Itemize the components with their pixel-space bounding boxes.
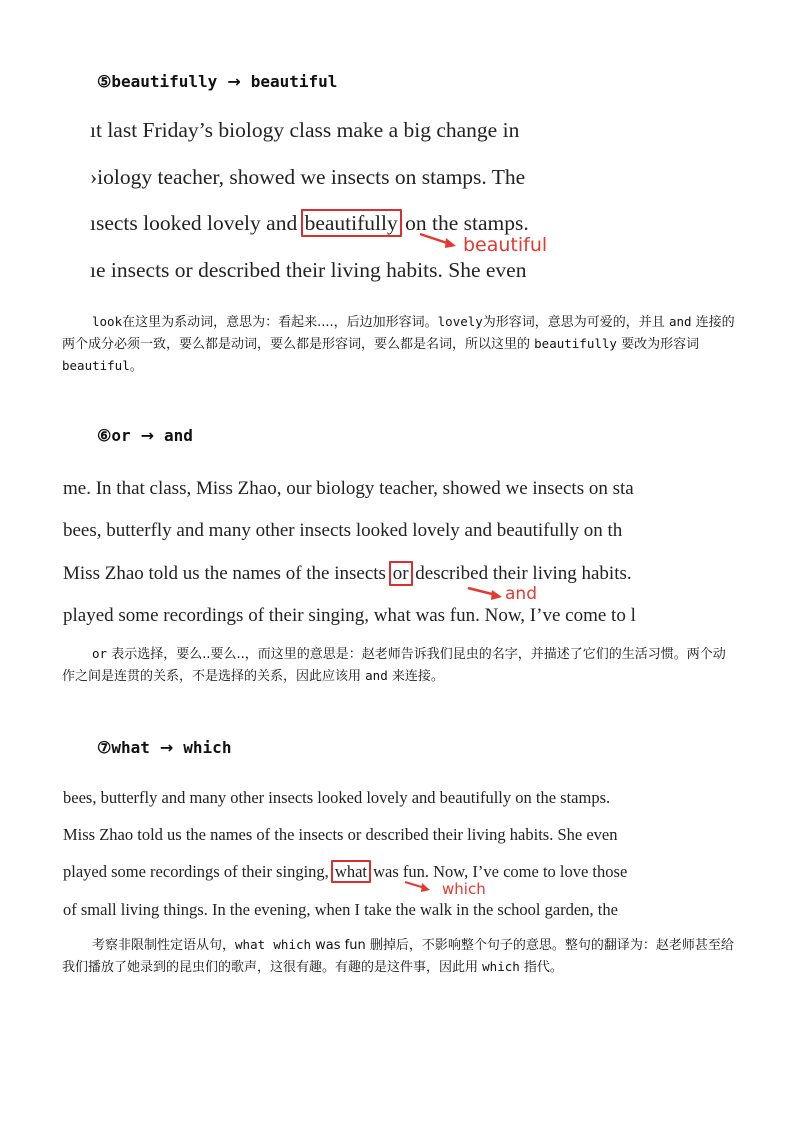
text: 要改为形容词: [616, 337, 700, 352]
text: 表示选择，要么..要么..，而这里的意思是：赵老师告诉我们昆虫的名字，并描述了它们的生活习惯。两个动作之间是连贯的关系，不是选择的关系，因此应该用: [62, 647, 726, 684]
excerpt-line: of small living things. In the evening, when I take the walk in the school garden, the: [63, 900, 618, 919]
excerpt-image-5: [90, 110, 590, 285]
term: and: [668, 314, 692, 329]
correction-arrow-icon: [403, 880, 433, 896]
text: 。: [129, 359, 143, 374]
text: 在这里为系动词，意思为：看起来....，后边加形容词。: [122, 315, 438, 330]
text: 考察非限制性定语从句，: [92, 938, 236, 953]
section-number: ⑦: [97, 738, 112, 757]
excerpt-line: bees, butterfly and many other insects looked lovely and beautifully on th: [63, 520, 623, 541]
correction-label: beautiful: [463, 234, 548, 256]
excerpt-line: Miss Zhao told us the names of the insects or described their living habits. She even: [63, 825, 618, 844]
excerpt-image-6: [63, 470, 735, 635]
excerpt-line: played some recordings of their singing, what was fun. Now, I’ve come to l: [63, 605, 636, 626]
text: 为形容词，意思为可爱的，并且: [482, 315, 669, 330]
text: 指代。: [519, 960, 563, 975]
term: lovely: [437, 314, 483, 329]
excerpt-text: Miss Zhao told us the names of the insects: [63, 563, 391, 584]
excerpt-text: played some recordings of their singing,: [63, 862, 333, 881]
excerpt-line: bees, butterfly and many other insects looked lovely and beautifully on the stamps.: [63, 788, 611, 807]
excerpt-line: ›iology teacher, showed we insects on stamps. The: [90, 165, 526, 189]
excerpt-line: [90, 211, 529, 236]
term: what: [235, 937, 266, 952]
excerpt-image-7: [63, 782, 735, 922]
right-arrow-icon: →: [140, 426, 155, 445]
correction-label: and: [505, 584, 537, 604]
explanation-paragraph-5: [62, 311, 735, 377]
section-heading-6: [97, 426, 193, 445]
excerpt-line: me. In that class, Miss Zhao, our biology teacher, showed we insects on sta: [63, 478, 634, 499]
excerpt-line: ıt last Friday’s biology class make a big change in: [90, 118, 520, 142]
wrong-word: what: [111, 738, 150, 757]
error-highlight-box: or: [389, 561, 413, 586]
correction-arrow-icon: [418, 232, 458, 252]
correct-word: beautiful: [250, 72, 338, 91]
text: 来连接。: [387, 669, 444, 684]
correction-label: which: [442, 880, 486, 898]
correct-word: and: [164, 426, 193, 445]
text: was fun 删掉后，不影响整个句子的意思。整句的翻译为：赵老师甚至给我们播放了她录到的昆虫们的歌声，这很有趣。有趣的是这件事，因此用: [62, 938, 734, 975]
section-heading-5: [97, 72, 337, 91]
excerpt-text: was fun. Now, I’ve come to love those: [368, 862, 628, 881]
excerpt-line: [63, 862, 627, 882]
excerpt-line: [63, 563, 632, 585]
term: which: [273, 937, 312, 952]
error-highlight-box: what: [331, 860, 371, 883]
correct-word: which: [183, 738, 232, 757]
excerpt-text: ısects looked lovely and: [90, 211, 303, 235]
right-arrow-icon: →: [159, 738, 174, 757]
explanation-paragraph-7: [62, 934, 735, 978]
wrong-word: or: [111, 426, 131, 445]
correction-arrow-icon: [466, 586, 506, 604]
term: beautifully: [534, 336, 617, 351]
right-arrow-icon: →: [227, 72, 241, 91]
excerpt-text: on the stamps.: [399, 211, 529, 235]
explanation-paragraph-6: [62, 643, 735, 687]
wrong-word: beautifully: [111, 72, 218, 91]
section-heading-7: [97, 738, 231, 757]
section-number: ⑤: [97, 72, 112, 91]
term: look: [92, 314, 123, 329]
error-highlight-box: beautifully: [301, 209, 402, 237]
term: and: [365, 668, 388, 683]
excerpt-text: described their living habits.: [410, 563, 632, 584]
term: which: [482, 959, 520, 974]
excerpt-line: ıe insects or described their living habits. She even: [90, 258, 527, 282]
term: or: [92, 646, 108, 661]
section-number: ⑥: [97, 426, 112, 445]
text: 连接的两个成分必须一致，要么都是动词，要么都是形容词，要么都是名词，所以这里的: [62, 315, 735, 352]
term: beautiful: [62, 358, 130, 373]
